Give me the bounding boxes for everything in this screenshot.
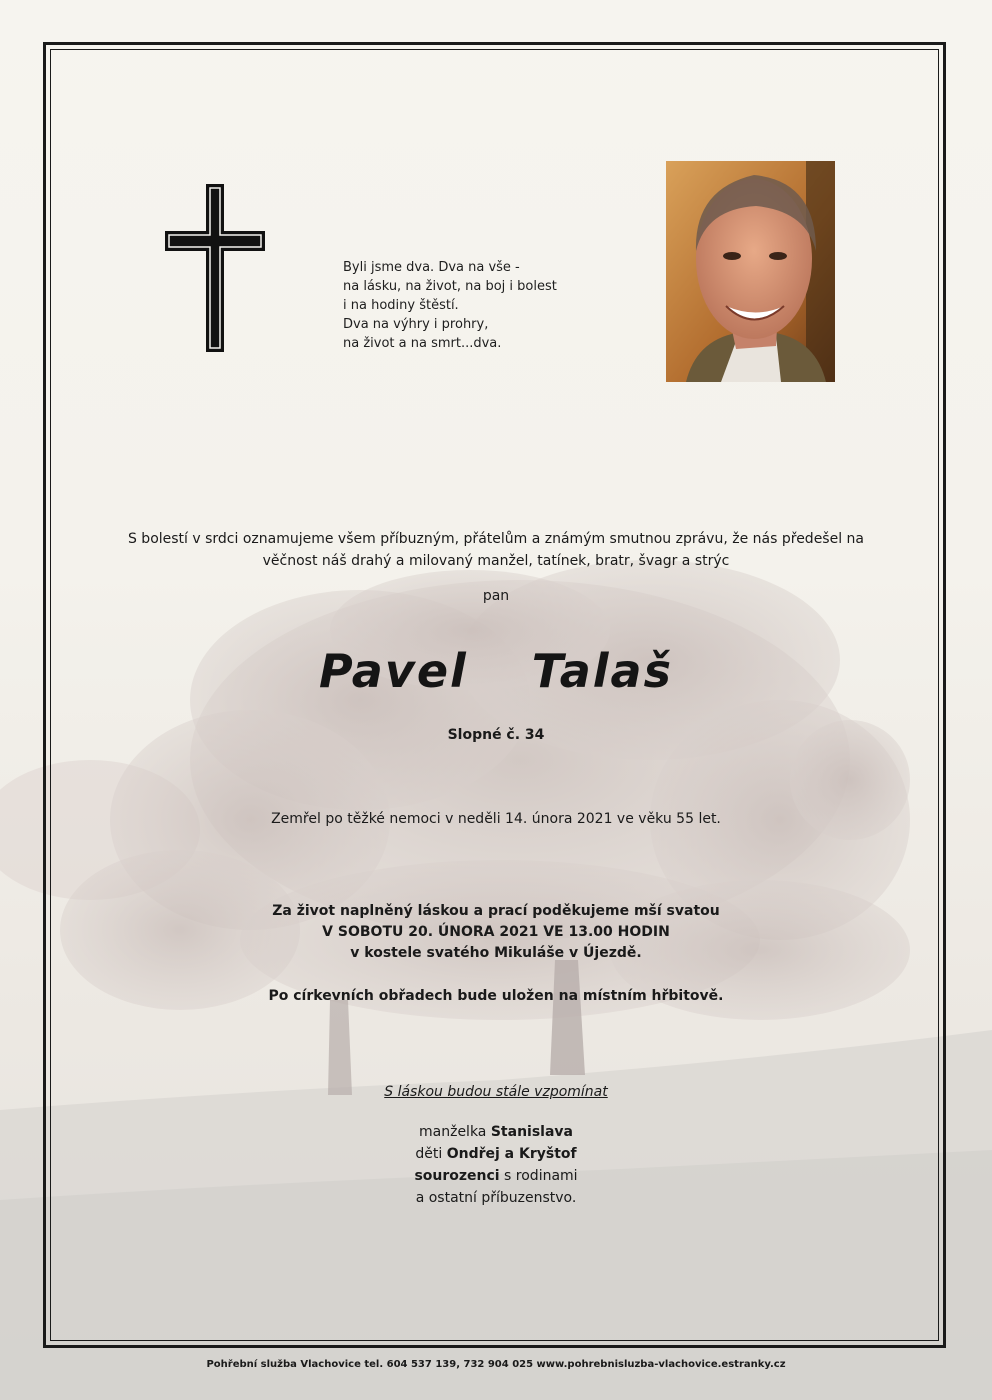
family-wife bbox=[0, 1121, 992, 1143]
cross-icon bbox=[165, 184, 265, 352]
funeral-service-footer: Pohřební služba Vlachovice tel. 604 537 139, 732 904 025 www.pohrebnisluzba-vlachovice.estranky.cz bbox=[206, 1359, 786, 1370]
verse-line: i na hodiny štěstí. bbox=[343, 298, 459, 313]
ceremony-line: V SOBOTU 20. ÚNORA 2021 VE 13.00 HODIN bbox=[322, 924, 670, 940]
family-children bbox=[0, 1143, 992, 1165]
family-others: a ostatní příbuzenstvo. bbox=[415, 1190, 577, 1206]
wife-name: Stanislava bbox=[490, 1124, 573, 1140]
verse-line: na lásku, na život, na boj i bolest bbox=[343, 279, 557, 294]
remembrance-heading: S láskou budou stále vzpomínat bbox=[384, 1084, 608, 1100]
family-list bbox=[0, 1121, 992, 1209]
announcement-line: věčnost náš drahý a milovaný manžel, tatínek, bratr, švagr a strýc bbox=[262, 553, 730, 569]
verse-line: Byli jsme dva. Dva na vše - bbox=[343, 260, 520, 275]
ceremony-line: v kostele svatého Mikuláše v Újezdě. bbox=[350, 945, 642, 961]
children-label: děti bbox=[415, 1146, 443, 1162]
announcement-line: S bolestí v srdci oznamujeme všem příbuzným, přátelům a známým smutnou zprávu, že nás předešel na bbox=[127, 531, 865, 547]
verse-line: Dva na výhry i prohry, bbox=[343, 317, 489, 332]
portrait-photo bbox=[666, 161, 835, 382]
burial-info: Po církevních obřadech bude uložen na místním hřbitově. bbox=[268, 988, 724, 1004]
family-siblings bbox=[0, 1165, 992, 1187]
siblings-suffix: s rodinami bbox=[504, 1168, 578, 1184]
ceremony-info bbox=[0, 901, 992, 964]
verse-line: na život a na smrt...dva. bbox=[343, 336, 502, 351]
wife-label: manželka bbox=[419, 1124, 487, 1140]
siblings-name: sourozenci bbox=[414, 1168, 500, 1184]
death-notice: Zemřel po těžké nemoci v neděli 14. února 2021 ve věku 55 let. bbox=[271, 811, 721, 827]
children-names: Ondřej a Kryštof bbox=[446, 1146, 577, 1162]
verse bbox=[343, 258, 603, 353]
title-pan: pan bbox=[482, 588, 510, 604]
announcement bbox=[90, 528, 902, 572]
ceremony-line: Za život naplněný láskou a prací poděkujeme mší svatou bbox=[272, 903, 720, 919]
deceased-address: Slopné č. 34 bbox=[447, 727, 545, 743]
deceased-name: Pavel Talaš bbox=[319, 644, 673, 698]
